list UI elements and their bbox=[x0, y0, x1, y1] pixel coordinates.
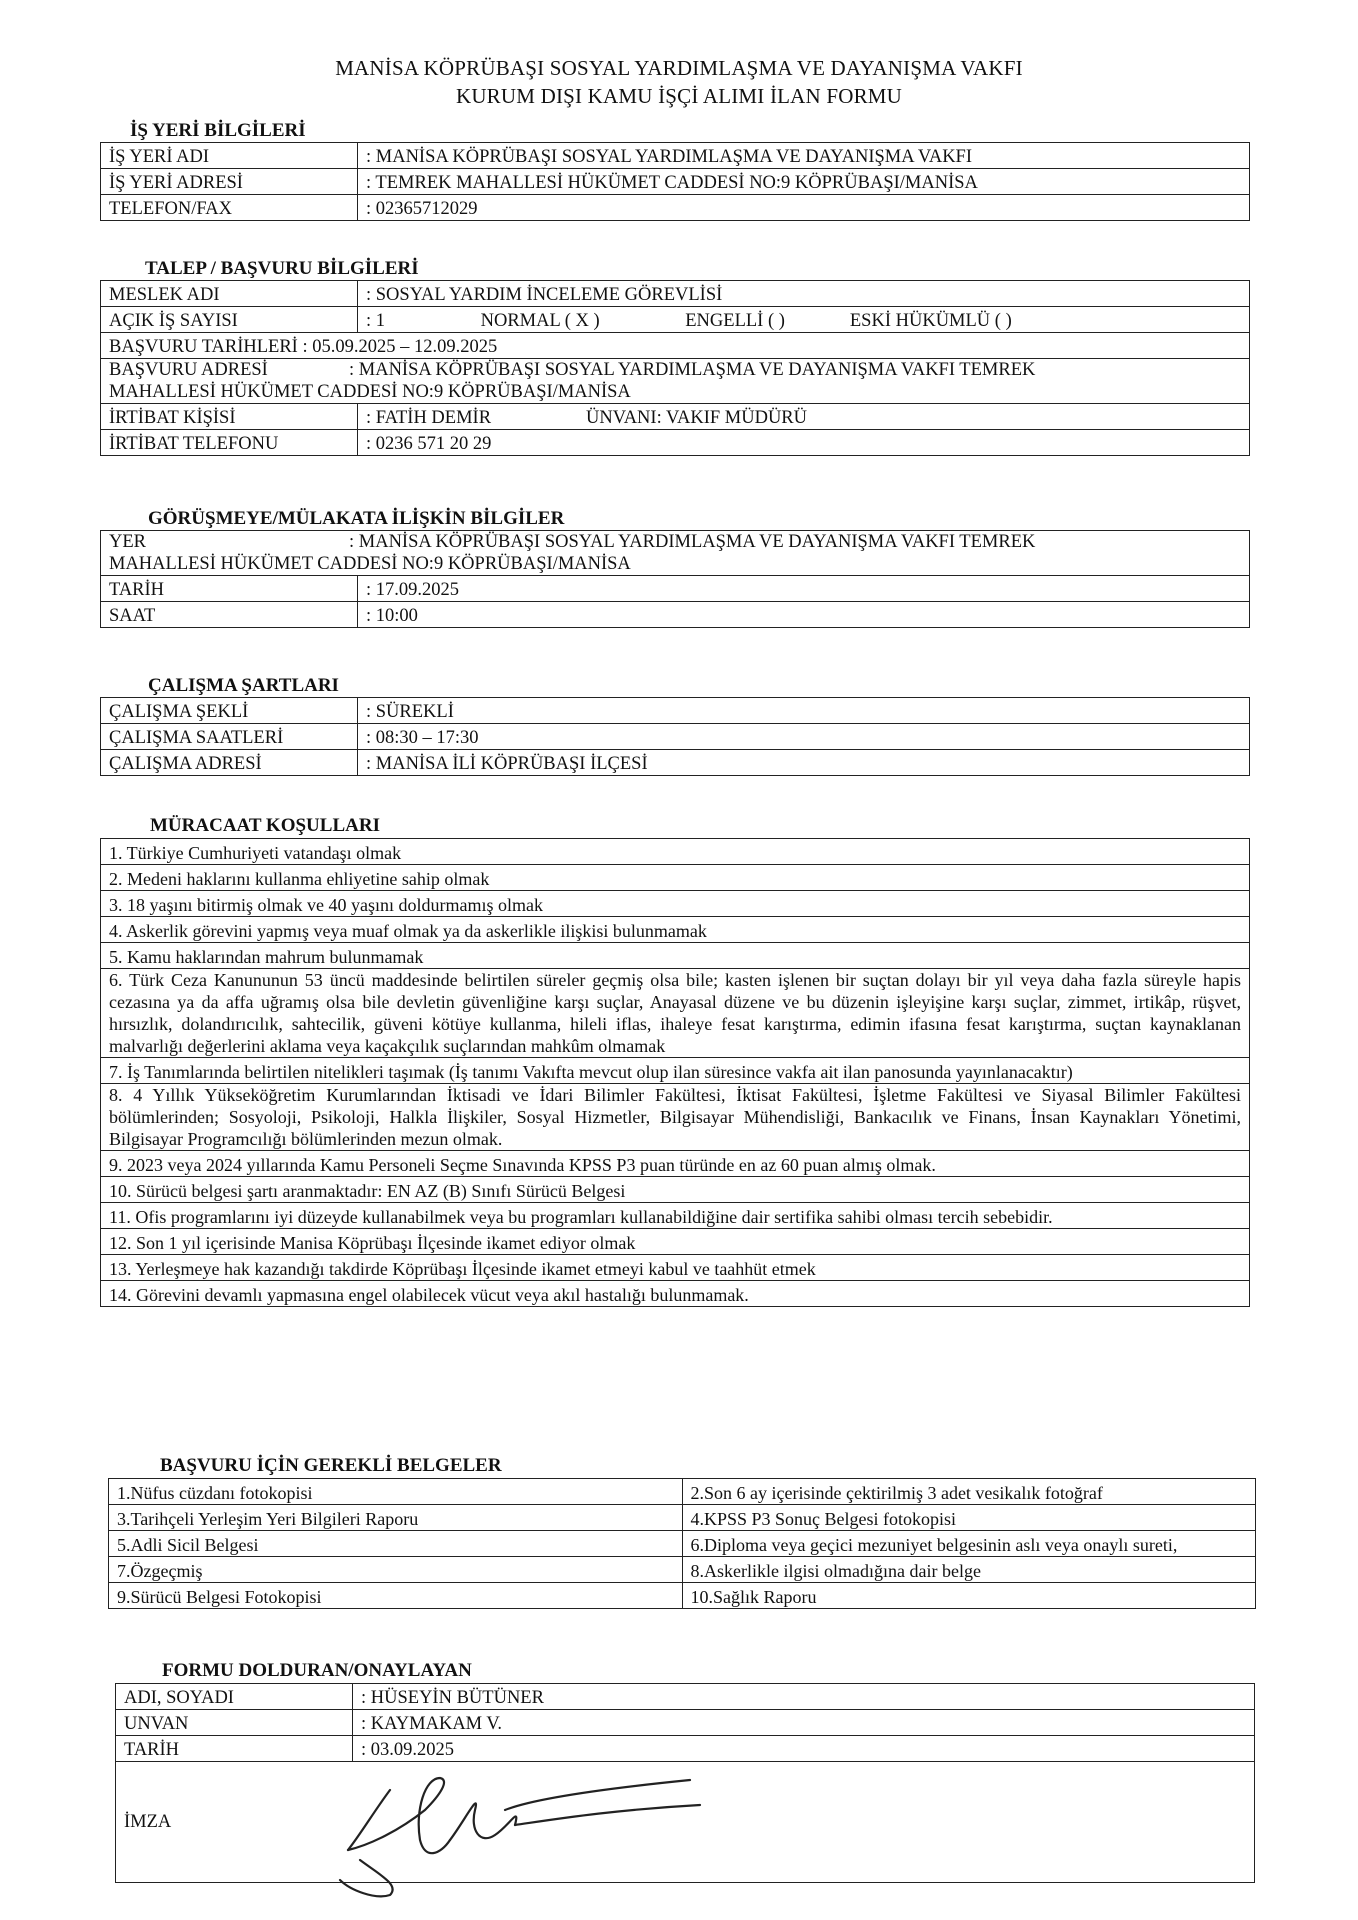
kosul-4: 4. Askerlik görevini yapmış veya muaf olmak ya da askerlikle ilişkisi bulunmamak bbox=[101, 917, 1250, 943]
onay-tarih-value: : 03.09.2025 bbox=[353, 1736, 1255, 1762]
muracaat-table bbox=[100, 838, 1250, 1307]
kosul-11: 11. Ofis programlarını iyi düzeyde kullanabilmek veya bu programları kullanabildiğine dair sertifika sahibi olması tercih sebebidir. bbox=[101, 1203, 1250, 1229]
belge-5: 5.Adli Sicil Belgesi bbox=[109, 1531, 683, 1557]
belge-6: 6.Diploma veya geçici mezuniyet belgesinin aslı veya onaylı sureti, bbox=[682, 1531, 1256, 1557]
belgeler-table bbox=[108, 1478, 1256, 1609]
imza-label: İMZA bbox=[124, 1812, 172, 1832]
table-row bbox=[101, 143, 1250, 169]
calisma-sekli-value: : SÜREKLİ bbox=[358, 698, 1250, 724]
acik-is-value: : 1 bbox=[366, 311, 386, 331]
isyeri-adi-label: İŞ YERİ ADI bbox=[101, 143, 358, 169]
belge-1: 1.Nüfus cüzdanı fotokopisi bbox=[109, 1479, 683, 1505]
calisma-table bbox=[100, 697, 1250, 776]
acik-is-values bbox=[358, 307, 1250, 333]
section-title-gorusme: GÖRÜŞMEYE/MÜLAKATA İLİŞKİN BİLGİLER bbox=[148, 508, 565, 529]
signature-stroke bbox=[340, 1860, 393, 1896]
irtibat-unvan: ÜNVANI: VAKIF MÜDÜRÜ bbox=[586, 408, 808, 428]
signature-stroke bbox=[348, 1790, 390, 1850]
calisma-sekli-label: ÇALIŞMA ŞEKLİ bbox=[101, 698, 358, 724]
basvuru-tarihleri: BAŞVURU TARİHLERİ : 05.09.2025 – 12.09.2025 bbox=[101, 333, 1250, 359]
table-row bbox=[101, 1281, 1250, 1307]
kosul-1: 1. Türkiye Cumhuriyeti vatandaşı olmak bbox=[101, 839, 1250, 865]
isyeri-adi-value: : MANİSA KÖPRÜBAŞI SOSYAL YARDIMLAŞMA VE DAYANIŞMA VAKFI bbox=[358, 143, 1250, 169]
isyeri-table bbox=[100, 142, 1250, 221]
kosul-14: 14. Görevini devamlı yapmasına engel olabilecek vücut veya akıl hastalığı bulunmamak. bbox=[101, 1281, 1250, 1307]
table-row bbox=[101, 1058, 1250, 1084]
kosul-12: 12. Son 1 yıl içerisinde Manisa Köprübaşı İlçesinde ikamet ediyor olmak bbox=[101, 1229, 1250, 1255]
talep-table bbox=[100, 280, 1250, 456]
adi-soyadi-label: ADI, SOYADI bbox=[116, 1684, 353, 1710]
kosul-13: 13. Yerleşmeye hak kazandığı takdirde Köprübaşı İlçesinde ikamet etmeyi kabul ve taahhüt etmek bbox=[101, 1255, 1250, 1281]
belge-7: 7.Özgeçmiş bbox=[109, 1557, 683, 1583]
header-line-1: MANİSA KÖPRÜBAŞI SOSYAL YARDIMLAŞMA VE DAYANIŞMA VAKFI bbox=[335, 56, 1023, 80]
normal-option: NORMAL ( X ) bbox=[480, 311, 600, 331]
irtibat-kisi-cell bbox=[358, 404, 1250, 430]
irtibat-tel-value: : 0236 571 20 29 bbox=[358, 430, 1250, 456]
table-row bbox=[101, 1177, 1250, 1203]
belge-9: 9.Sürücü Belgesi Fotokopisi bbox=[109, 1583, 683, 1609]
onay-tarih-label: TARİH bbox=[116, 1736, 353, 1762]
basvuru-adresi-value-1: : MANİSA KÖPRÜBAŞI SOSYAL YARDIMLAŞMA VE DAYANIŞMA VAKFI TEMREK bbox=[349, 360, 1036, 380]
kosul-5: 5. Kamu haklarından mahrum bulunmamak bbox=[101, 943, 1250, 969]
table-row bbox=[101, 698, 1250, 724]
irtibat-tel-label: İRTİBAT TELEFONU bbox=[101, 430, 358, 456]
telefon-label: TELEFON/FAX bbox=[101, 195, 358, 221]
irtibat-kisi-label: İRTİBAT KİŞİSİ bbox=[101, 404, 358, 430]
yer-cell bbox=[101, 531, 1250, 576]
yer-line1 bbox=[109, 531, 1241, 553]
section-title-onay: FORMU DOLDURAN/ONAYLAYAN bbox=[162, 1660, 472, 1681]
kosul-2: 2. Medeni haklarını kullanma ehliyetine sahip olmak bbox=[101, 865, 1250, 891]
isyeri-adres-label: İŞ YERİ ADRESİ bbox=[101, 169, 358, 195]
belge-10: 10.Sağlık Raporu bbox=[682, 1583, 1256, 1609]
section-title-isyeri: İŞ YERİ BİLGİLERİ bbox=[130, 120, 306, 141]
table-row bbox=[101, 576, 1250, 602]
header-line-2: KURUM DIŞI KAMU İŞÇİ ALIMI İLAN FORMU bbox=[455, 84, 903, 108]
gorusme-tarih-label: TARİH bbox=[101, 576, 358, 602]
table-row bbox=[101, 531, 1250, 576]
table-row bbox=[101, 969, 1250, 1058]
table-row bbox=[101, 359, 1250, 404]
table-row bbox=[101, 865, 1250, 891]
kosul-8: 8. 4 Yıllık Yükseköğretim Kurumlarından İktisadi ve İdari Bilimler Fakültesi, İktisat Fakültesi, İşletme Fakültesi ve Siyasal Bilimler Fakültesi bölümlerinden; Sosyoloji, Psikoloji, Halkla İlişkiler, Sosyal Hizmetler, Bilgisayar Mühendisliği, Bankacılık ve Finans, İnsan Kaynakları Yönetimi, Bilgisayar Programcılığı bölümlerinden mezun olmak. bbox=[101, 1084, 1250, 1151]
calisma-saatleri-label: ÇALIŞMA SAATLERİ bbox=[101, 724, 358, 750]
section-title-calisma: ÇALIŞMA ŞARTLARI bbox=[148, 675, 339, 696]
table-row bbox=[109, 1531, 1256, 1557]
calisma-adresi-value: : MANİSA İLİ KÖPRÜBAŞI İLÇESİ bbox=[358, 750, 1250, 776]
table-row bbox=[109, 1505, 1256, 1531]
gorusme-table bbox=[100, 530, 1250, 628]
table-row bbox=[101, 1203, 1250, 1229]
basvuru-adresi-value-2: MAHALLESİ HÜKÜMET CADDESİ NO:9 KÖPRÜBAŞI/MANİSA bbox=[109, 382, 631, 402]
table-row bbox=[116, 1684, 1255, 1710]
kosul-10: 10. Sürücü belgesi şartı aranmaktadır: EN AZ (B) Sınıfı Sürücü Belgesi bbox=[101, 1177, 1250, 1203]
yer-value-1: : MANİSA KÖPRÜBAŞI SOSYAL YARDIMLAŞMA VE DAYANIŞMA VAKFI TEMREK bbox=[349, 532, 1036, 552]
table-row bbox=[101, 917, 1250, 943]
table-row bbox=[101, 750, 1250, 776]
kosul-7: 7. İş Tanımlarında belirtilen nitelikleri taşımak (İş tanımı Vakıfta mevcut olup ilan süresince vakfa ait ilan panosunda yayınlanacaktır) bbox=[101, 1058, 1250, 1084]
table-row bbox=[101, 195, 1250, 221]
belge-2: 2.Son 6 ay içerisinde çektirilmiş 3 adet vesikalık fotoğraf bbox=[682, 1479, 1256, 1505]
yer-value-2: MAHALLESİ HÜKÜMET CADDESİ NO:9 KÖPRÜBAŞI/MANİSA bbox=[109, 554, 631, 574]
signature bbox=[330, 1750, 730, 1900]
table-row bbox=[101, 1084, 1250, 1151]
table-row bbox=[109, 1557, 1256, 1583]
calisma-saatleri-value: : 08:30 – 17:30 bbox=[358, 724, 1250, 750]
table-row bbox=[101, 169, 1250, 195]
telefon-value: : 02365712029 bbox=[358, 195, 1250, 221]
signature-stroke bbox=[515, 1805, 700, 1825]
table-row bbox=[101, 404, 1250, 430]
table-row bbox=[101, 430, 1250, 456]
yer-label: YER bbox=[109, 532, 146, 552]
table-row bbox=[101, 602, 1250, 628]
signature-stroke bbox=[505, 1780, 690, 1810]
basvuru-adresi-line1 bbox=[109, 359, 1241, 381]
gorusme-saat-label: SAAT bbox=[101, 602, 358, 628]
section-title-talep: TALEP / BAŞVURU BİLGİLERİ bbox=[145, 258, 419, 279]
table-row bbox=[109, 1479, 1256, 1505]
table-row bbox=[109, 1583, 1256, 1609]
table-row bbox=[101, 891, 1250, 917]
table-row bbox=[101, 307, 1250, 333]
table-row bbox=[101, 333, 1250, 359]
table-row bbox=[101, 1255, 1250, 1281]
unvan-value: : KAYMAKAM V. bbox=[353, 1710, 1255, 1736]
basvuru-adresi-cell bbox=[101, 359, 1250, 404]
meslek-value: : SOSYAL YARDIM İNCELEME GÖREVLİSİ bbox=[358, 281, 1250, 307]
kosul-3: 3. 18 yaşını bitirmiş olmak ve 40 yaşını doldurmamış olmak bbox=[101, 891, 1250, 917]
basvuru-adresi-label: BAŞVURU ADRESİ bbox=[109, 360, 268, 380]
calisma-adresi-label: ÇALIŞMA ADRESİ bbox=[101, 750, 358, 776]
kosul-6: 6. Türk Ceza Kanununun 53 üncü maddesinde belirtilen süreler geçmiş olsa bile; kasten işlenen bir suçtan dolayı bir yıl veya daha fazla süreyle hapis cezasına ya da affa uğramış olsa bile devletin güvenliğine karşı suçlar, Anayasal düzene ve bu düzenin işleyişine karşı suçlar, zimmet, irtikâp, rüşvet, hırsızlık, dolandırıcılık, sahtecilik, güveni kötüye kullanma, hileli iflas, ihaleye fesat karıştırma, edimin ifasına fesat karıştırma, suçtan kaynaklanan malvarlığı değerlerini aklama veya kaçakçılık suçlarından mahkûm olmamak bbox=[101, 969, 1250, 1058]
gorusme-saat-value: : 10:00 bbox=[358, 602, 1250, 628]
gorusme-tarih-value: : 17.09.2025 bbox=[358, 576, 1250, 602]
belge-8: 8.Askerlikle ilgisi olmadığına dair belge bbox=[682, 1557, 1256, 1583]
table-row bbox=[101, 1151, 1250, 1177]
isyeri-adres-value: : TEMREK MAHALLESİ HÜKÜMET CADDESİ NO:9 KÖPRÜBAŞI/MANİSA bbox=[358, 169, 1250, 195]
table-row bbox=[101, 1229, 1250, 1255]
belge-3: 3.Tarihçeli Yerleşim Yeri Bilgileri Raporu bbox=[109, 1505, 683, 1531]
table-row bbox=[101, 943, 1250, 969]
table-row bbox=[101, 839, 1250, 865]
unvan-label: UNVAN bbox=[116, 1710, 353, 1736]
eski-hukumlu-option: ESKİ HÜKÜMLÜ ( ) bbox=[849, 311, 1012, 331]
table-row bbox=[101, 724, 1250, 750]
table-row bbox=[101, 281, 1250, 307]
adi-soyadi-value: : HÜSEYİN BÜTÜNER bbox=[353, 1684, 1255, 1710]
section-title-muracaat: MÜRACAAT KOŞULLARI bbox=[150, 815, 380, 836]
signature-stroke bbox=[348, 1778, 450, 1853]
acik-is-label: AÇIK İŞ SAYISI bbox=[101, 307, 358, 333]
meslek-label: MESLEK ADI bbox=[101, 281, 358, 307]
table-row bbox=[116, 1710, 1255, 1736]
irtibat-kisi-value: : FATİH DEMİR bbox=[366, 408, 492, 428]
belge-4: 4.KPSS P3 Sonuç Belgesi fotokopisi bbox=[682, 1505, 1256, 1531]
engelli-option: ENGELLİ ( ) bbox=[685, 311, 785, 331]
kosul-9: 9. 2023 veya 2024 yıllarında Kamu Personeli Seçme Sınavında KPSS P3 puan türünde en az 60 puan almış olmak. bbox=[101, 1151, 1250, 1177]
section-title-belgeler: BAŞVURU İÇİN GEREKLİ BELGELER bbox=[160, 1455, 502, 1476]
